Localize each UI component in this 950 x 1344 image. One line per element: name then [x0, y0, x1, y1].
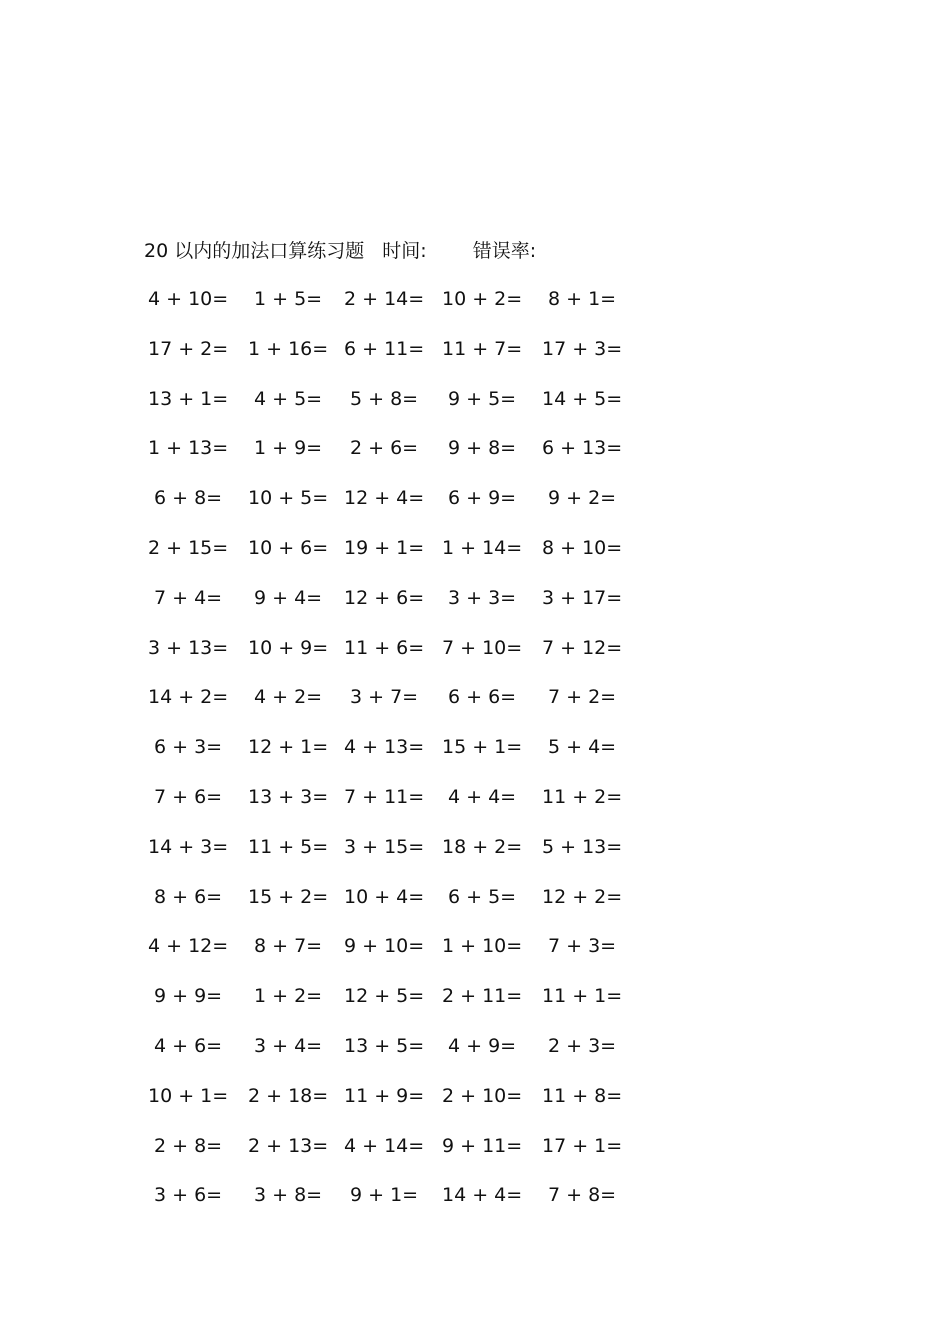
addition-problem: 11 + 2=	[542, 785, 623, 808]
error-rate-label: 错误率:	[472, 240, 537, 262]
addition-problem: 11 + 7=	[442, 337, 523, 360]
addition-problem: 3 + 17=	[542, 586, 623, 609]
addition-problem: 7 + 3=	[548, 935, 617, 958]
addition-problem: 3 + 3=	[448, 586, 517, 609]
addition-problem: 11 + 6=	[344, 636, 425, 659]
addition-problem: 7 + 8=	[548, 1184, 617, 1207]
addition-problem: 7 + 11=	[344, 785, 425, 808]
addition-problem: 8 + 7=	[254, 935, 323, 958]
addition-problem: 3 + 7=	[350, 686, 419, 709]
addition-problem: 6 + 13=	[542, 437, 623, 460]
addition-problem: 2 + 3=	[548, 1034, 617, 1057]
addition-problem: 17 + 1=	[542, 1134, 623, 1157]
addition-problem: 14 + 4=	[442, 1184, 523, 1207]
addition-problem: 14 + 3=	[148, 835, 229, 858]
addition-problem: 10 + 4=	[344, 885, 425, 908]
addition-problem: 11 + 1=	[542, 985, 623, 1008]
addition-problem: 1 + 5=	[254, 288, 323, 310]
addition-problem: 7 + 2=	[548, 686, 617, 709]
addition-problem: 14 + 2=	[148, 686, 229, 709]
addition-problem: 6 + 5=	[448, 885, 517, 908]
addition-problem: 7 + 12=	[542, 636, 623, 659]
addition-problem: 1 + 9=	[254, 437, 323, 460]
addition-problem: 3 + 4=	[254, 1034, 323, 1057]
addition-problem: 1 + 10=	[442, 935, 523, 958]
addition-problem: 6 + 3=	[154, 736, 223, 759]
addition-problem: 2 + 8=	[154, 1134, 223, 1157]
addition-problem: 7 + 10=	[442, 636, 523, 659]
addition-problem: 10 + 5=	[248, 487, 329, 510]
addition-problem: 4 + 9=	[448, 1034, 517, 1057]
addition-problem: 2 + 14=	[344, 288, 425, 310]
addition-problem: 9 + 9=	[154, 985, 223, 1008]
addition-problem: 3 + 13=	[148, 636, 229, 659]
addition-problem: 9 + 5=	[448, 387, 517, 410]
addition-problem: 2 + 10=	[442, 1084, 523, 1107]
addition-problem: 6 + 8=	[154, 487, 223, 510]
addition-problem: 2 + 18=	[248, 1084, 329, 1107]
addition-problem: 9 + 11=	[442, 1134, 523, 1157]
addition-problem: 15 + 1=	[442, 736, 523, 759]
addition-problem: 1 + 13=	[148, 437, 229, 460]
addition-problem: 13 + 1=	[148, 387, 229, 410]
addition-problem: 9 + 10=	[344, 935, 425, 958]
addition-problem: 19 + 1=	[344, 536, 425, 559]
addition-problem: 11 + 5=	[248, 835, 329, 858]
addition-problem: 17 + 3=	[542, 337, 623, 360]
addition-problem: 11 + 9=	[344, 1084, 425, 1107]
addition-problem: 10 + 9=	[248, 636, 329, 659]
addition-problem: 4 + 10=	[148, 288, 229, 310]
addition-problem: 13 + 5=	[344, 1034, 425, 1057]
addition-problem: 1 + 14=	[442, 536, 523, 559]
addition-problem: 17 + 2=	[148, 337, 229, 360]
addition-problem: 3 + 6=	[154, 1184, 223, 1207]
addition-problem: 10 + 1=	[148, 1084, 229, 1107]
addition-problem: 5 + 13=	[542, 835, 623, 858]
addition-problem: 12 + 2=	[542, 885, 623, 908]
addition-problem: 6 + 6=	[448, 686, 517, 709]
addition-problem: 1 + 2=	[254, 985, 323, 1008]
addition-problem: 5 + 4=	[548, 736, 617, 759]
addition-problem: 9 + 8=	[448, 437, 517, 460]
addition-problem: 2 + 11=	[442, 985, 523, 1008]
addition-problem: 10 + 2=	[442, 288, 523, 310]
addition-problem: 8 + 6=	[154, 885, 223, 908]
addition-problem: 4 + 12=	[148, 935, 229, 958]
addition-problem: 5 + 8=	[350, 387, 419, 410]
worksheet-title: 20 以内的加法口算练习题	[144, 240, 365, 262]
addition-problem: 1 + 16=	[248, 337, 329, 360]
addition-problem: 4 + 4=	[448, 785, 517, 808]
addition-problem: 6 + 11=	[344, 337, 425, 360]
addition-problem: 6 + 9=	[448, 487, 517, 510]
addition-problem: 12 + 1=	[248, 736, 329, 759]
addition-problem: 4 + 13=	[344, 736, 425, 759]
addition-problem: 9 + 4=	[254, 586, 323, 609]
addition-problem: 11 + 8=	[542, 1084, 623, 1107]
addition-problem: 8 + 1=	[548, 288, 617, 310]
addition-problem: 12 + 5=	[344, 985, 425, 1008]
addition-problem: 4 + 14=	[344, 1134, 425, 1157]
addition-problem: 3 + 15=	[344, 835, 425, 858]
addition-problem: 18 + 2=	[442, 835, 523, 858]
addition-problem: 8 + 10=	[542, 536, 623, 559]
addition-problem: 4 + 6=	[154, 1034, 223, 1057]
addition-problem: 12 + 4=	[344, 487, 425, 510]
worksheet-header	[144, 236, 536, 264]
time-label: 时间:	[382, 240, 427, 262]
addition-problem: 4 + 2=	[254, 686, 323, 709]
addition-problem: 2 + 6=	[350, 437, 419, 460]
addition-problem: 10 + 6=	[248, 536, 329, 559]
addition-problem: 14 + 5=	[542, 387, 623, 410]
addition-problem: 7 + 6=	[154, 785, 223, 808]
addition-problem: 9 + 1=	[350, 1184, 419, 1207]
addition-problem: 9 + 2=	[548, 487, 617, 510]
addition-problem: 7 + 4=	[154, 586, 223, 609]
addition-problem: 2 + 15=	[148, 536, 229, 559]
addition-problem: 2 + 13=	[248, 1134, 329, 1157]
addition-problem: 15 + 2=	[248, 885, 329, 908]
addition-problem: 13 + 3=	[248, 785, 329, 808]
addition-problem: 12 + 6=	[344, 586, 425, 609]
addition-problem: 3 + 8=	[254, 1184, 323, 1207]
addition-problem: 4 + 5=	[254, 387, 323, 410]
